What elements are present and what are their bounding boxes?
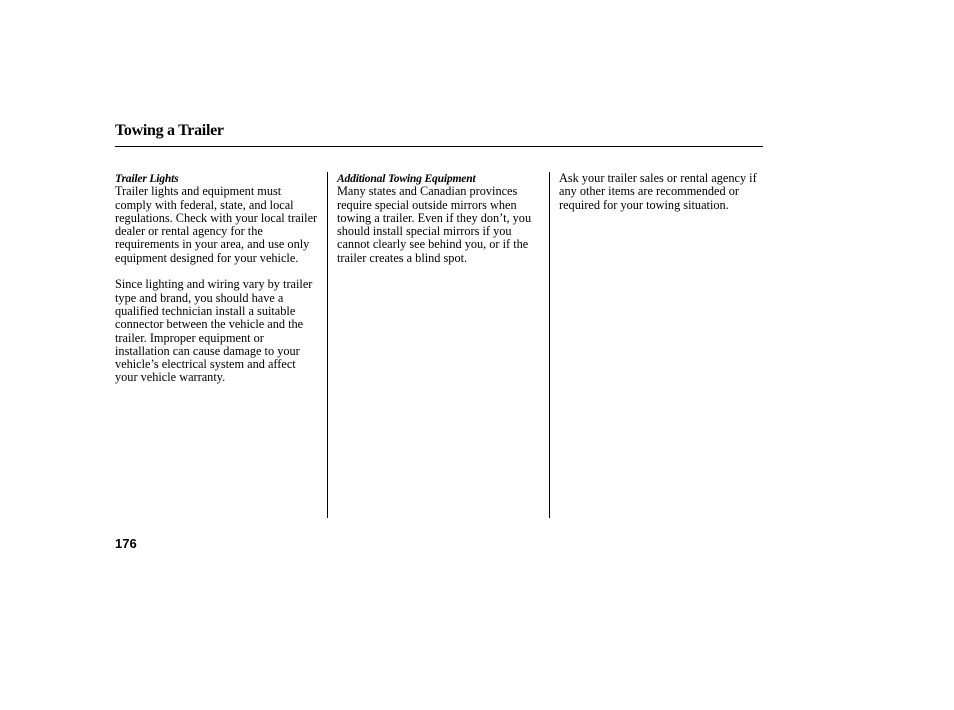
column-divider [327, 172, 328, 518]
section-heading: Trailer Lights [115, 172, 179, 185]
paragraph: Ask your trailer sales or rental agency if any other items are recommended or required for your towing situation. [559, 171, 757, 212]
paragraph: Trailer lights and equipment must comply with federal, state, and local regulations. Check with your local trailer dealer or rental agency for the requirements in your area, and use only equipment designed for your vehicle. [115, 184, 318, 265]
page-number: 176 [115, 536, 137, 551]
column-trailer-lights [115, 172, 321, 385]
column-additional-towing-equipment [337, 172, 543, 265]
column-divider [549, 172, 550, 518]
paragraph: Many states and Canadian provinces require special outside mirrors when towing a trailer. Even if they don’t, you should install special mirrors if you cannot clearly see behind you, or if the trailer creates a blind spot. [337, 184, 532, 265]
column-other-items [559, 172, 763, 212]
title-rule [115, 146, 763, 147]
section-heading: Additional Towing Equipment [337, 172, 476, 185]
page-title: Towing a Trailer [115, 122, 224, 139]
paragraph: Since lighting and wiring vary by trailer type and brand, you should have a qualified technician install a suitable connector between the vehicle and the trailer. Improper equipment or installation can cause damage to your vehicle’s electrical system and affect your vehicle warranty. [115, 277, 313, 385]
